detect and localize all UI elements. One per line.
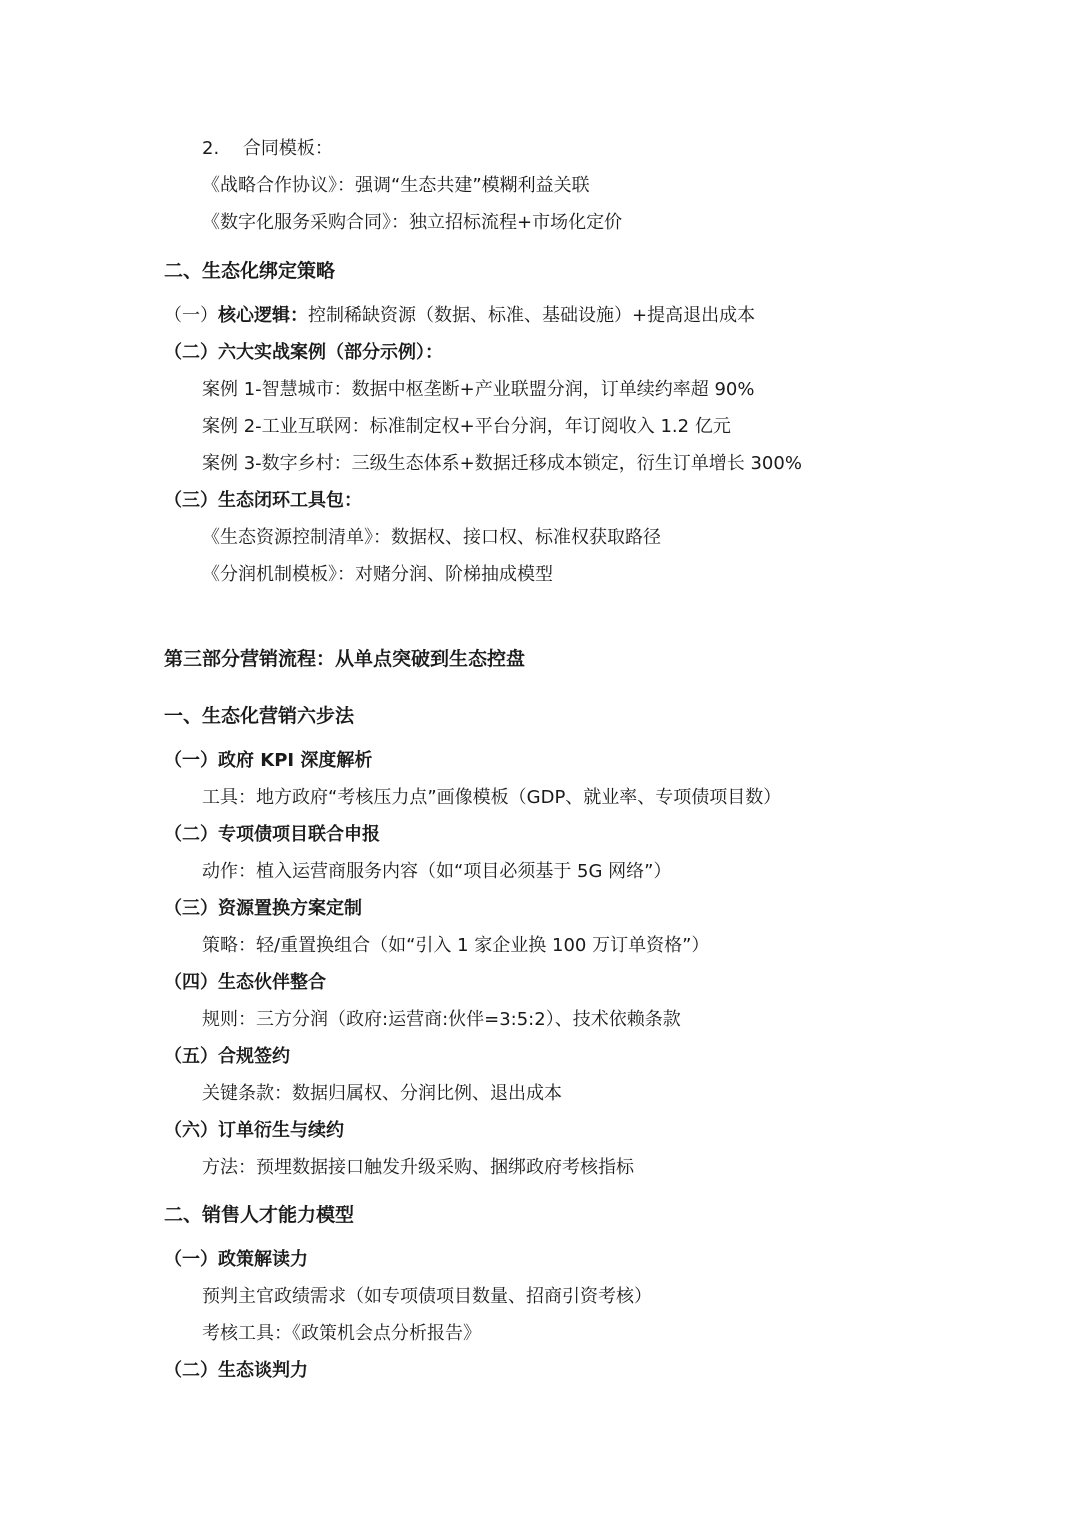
step-2-detail: 动作：植入运营商服务内容（如“项目必须基于 5G 网络”） — [202, 861, 672, 882]
section-heading-six-steps: 一、生态化营销六步法 — [164, 705, 355, 727]
line-strategic-agreement: 《战略合作协议》：强调“生态共建”模糊利益关联 — [202, 175, 590, 196]
subheading-core-logic-number: （一） — [164, 305, 218, 326]
case-industrial-internet: 案例 2-工业互联网：标准制定权+平台分润，年订阅收入 1.2 亿元 — [202, 416, 731, 437]
case-smart-city: 案例 1-智慧城市：数据中枢垄断+产业联盟分润，订单续约率超 90% — [202, 379, 755, 400]
step-1-heading: （一）政府 KPI 深度解析 — [164, 750, 373, 771]
ability-2-heading: （二）生态谈判力 — [164, 1360, 308, 1381]
step-2-heading: （二）专项债项目联合申报 — [164, 824, 380, 845]
subheading-toolkit: （三）生态闭环工具包： — [164, 490, 362, 511]
section-heading-talent-model: 二、销售人才能力模型 — [164, 1204, 355, 1226]
step-5-detail: 关键条款：数据归属权、分润比例、退出成本 — [202, 1083, 562, 1104]
ability-1-detail: 预判主官政绩需求（如专项债项目数量、招商引资考核） — [202, 1286, 652, 1307]
toolkit-resource-checklist: 《生态资源控制清单》：数据权、接口权、标准权获取路径 — [202, 527, 661, 548]
line-digital-procurement-contract: 《数字化服务采购合同》：独立招标流程+市场化定价 — [202, 212, 623, 233]
part-three-title: 第三部分营销流程：从单点突破到生态控盘 — [164, 648, 526, 670]
step-3-detail: 策略：轻/重置换组合（如“引入 1 家企业换 100 万订单资格”） — [202, 935, 710, 956]
section-heading-ecosystem-binding: 二、生态化绑定策略 — [164, 260, 336, 282]
step-5-heading: （五）合规签约 — [164, 1046, 290, 1067]
step-1-detail: 工具：地方政府“考核压力点”画像模板（GDP、就业率、专项债项目数） — [202, 787, 782, 808]
step-6-detail: 方法：预埋数据接口触发升级采购、捆绑政府考核指标 — [202, 1157, 634, 1178]
step-4-detail: 规则：三方分润（政府:运营商:伙伴=3:5:2）、技术依赖条款 — [202, 1009, 681, 1030]
ability-1-assessment: 考核工具：《政策机会点分析报告》 — [202, 1323, 481, 1344]
subheading-core-logic-label: 核心逻辑： — [218, 305, 308, 326]
step-6-heading: （六）订单衍生与续约 — [164, 1120, 344, 1141]
step-3-heading: （三）资源置换方案定制 — [164, 898, 362, 919]
toolkit-profit-sharing-template: 《分润机制模板》：对赌分润、阶梯抽成模型 — [202, 564, 553, 585]
ability-1-heading: （一）政策解读力 — [164, 1249, 308, 1270]
step-4-heading: （四）生态伙伴整合 — [164, 972, 326, 993]
list-item-contract-templates: 2. 合同模板： — [202, 138, 333, 159]
subheading-core-logic — [164, 303, 755, 329]
case-digital-village: 案例 3-数字乡村：三级生态体系+数据迁移成本锁定，衍生订单增长 300% — [202, 453, 802, 474]
subheading-core-logic-text: 控制稀缺资源（数据、标准、基础设施）+提高退出成本 — [308, 305, 756, 326]
subheading-six-cases: （二）六大实战案例（部分示例）： — [164, 342, 443, 363]
